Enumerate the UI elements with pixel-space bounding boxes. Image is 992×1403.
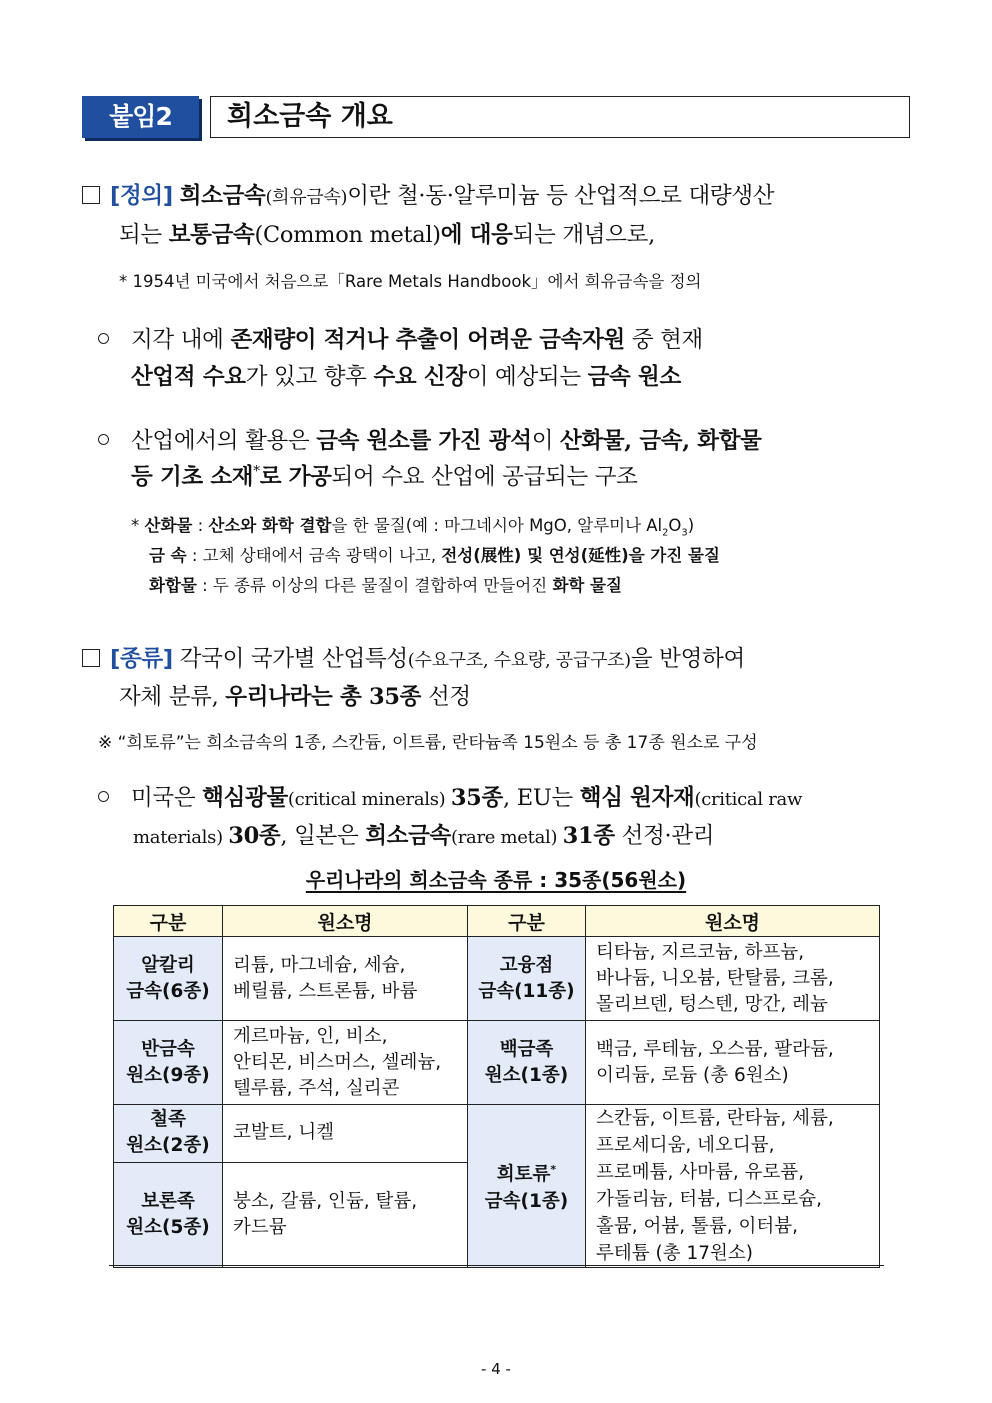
text-run: 되어 수요 산업에 공급되는 구조 <box>331 464 638 490</box>
gloss-compound <box>149 572 622 596</box>
checkbox-square-icon <box>82 649 100 667</box>
text-run: 이란 철·동·알루미늄 등 산업적으로 대량생산 <box>347 183 775 209</box>
header-elements-right: 원소명 <box>586 906 880 937</box>
category-metalloid: 반금속 원소(9종) <box>114 1021 223 1105</box>
text-run: 이 예상되는 <box>466 364 588 390</box>
definition-line-2 <box>119 217 655 249</box>
bullet-circle-icon <box>98 434 109 445</box>
elements-platinum: 백금, 루테늄, 오스뮴, 팔라듐, 이리듐, 로듐 (총 6원소) <box>586 1021 880 1105</box>
text-run: 금속 원소 <box>587 364 681 390</box>
bullet-1-text-1 <box>131 327 703 353</box>
text-run: 우리나라는 총 35종 <box>225 684 422 710</box>
elements-boron: 붕소, 갈륨, 인듐, 탈륨, 카드뮴 <box>223 1162 468 1267</box>
text-run: 핵심 원자재 <box>579 785 695 811</box>
text-run: 선정·관리 <box>614 823 715 849</box>
text-run: , EU는 <box>502 785 580 811</box>
bullet-1-line-2 <box>131 359 681 391</box>
text-run: 존재량이 적거나 추출이 어려운 금속자원 <box>230 327 625 353</box>
definition-text-1 <box>173 183 774 209</box>
text-run: : 두 종류 이상의 다른 물질이 결합하여 만들어진 <box>196 576 553 595</box>
table-caption-text: 우리나라의 희소금속 종류 : 35종(56원소) <box>305 868 687 892</box>
text-run: 핵심광물 <box>202 785 288 811</box>
page-title: 희소금속 개요 <box>227 101 393 132</box>
bullet-1-line-1 <box>98 322 703 354</box>
text-run: 등 기초 소재 <box>131 464 254 490</box>
text-run: 로 가공 <box>259 464 332 490</box>
text-run: 보통금속 <box>168 222 255 248</box>
text-run: 산화물, 금속, 화합물 <box>560 428 762 454</box>
text-run: * <box>253 463 260 480</box>
text-run: 미국은 <box>131 785 203 811</box>
category-platinum: 백금족 원소(1종) <box>468 1021 586 1105</box>
elements-refractory: 티타늄, 지르코늄, 하프늄, 바나듐, 니오븀, 탄탈륨, 크롬, 몰리브덴, 텅스텐, 망간, 레늄 <box>586 937 880 1021</box>
title-box <box>210 96 910 138</box>
text-run: 금속 원소를 가진 광석 <box>316 428 532 454</box>
text-run: O <box>668 516 682 535</box>
text-run: 31종 <box>562 823 615 849</box>
table-caption <box>0 864 992 893</box>
rare-metal-table <box>113 905 880 1268</box>
page-number: - 4 - <box>481 1360 511 1378</box>
text-run: 3 <box>681 527 688 539</box>
elements-rare-earth: 스칸듐, 이트륨, 란타늄, 세륨, 프로세디움, 네오디뮴, 프로메튬, 사마륨, 유로퓸, 가돌리늄, 터븀, 디스프로슘, 홀뮴, 어븀, 톨륨, 이터븀, 루테튬 (총 17원소) <box>586 1105 880 1268</box>
text-run: , 일본은 <box>280 823 366 849</box>
text-run: 에 대응 <box>440 222 513 248</box>
text-run: 을 한 물질(예 : 마그네시아 MgO, 알루미나 Al <box>331 516 663 535</box>
definition-footnote: * 1954년 미국에서 처음으로「Rare Metals Handbook」에서 희유금속을 정의 <box>119 272 702 291</box>
elements-iron: 코발트, 니켈 <box>223 1105 468 1163</box>
text-run: 선정 <box>421 684 471 710</box>
bullet-2-line-2 <box>131 459 638 491</box>
text-run: 30종 <box>228 823 281 849</box>
text-run: 희소금속 <box>179 183 266 209</box>
text-run: ) <box>687 516 695 535</box>
text-run: 2 <box>662 527 669 539</box>
attachment-tag: 붙임2 <box>82 96 199 138</box>
table-row <box>114 1105 880 1163</box>
text-run: (rare metal) <box>451 827 563 848</box>
text-run: * <box>131 516 145 535</box>
text-run: 을 반영하여 <box>630 646 745 672</box>
text-run: 지각 내에 <box>131 327 231 353</box>
table-header-row <box>114 906 880 937</box>
bullet-2-text-1 <box>131 428 762 454</box>
text-run: 산화물 <box>144 516 193 535</box>
text-run: materials) <box>133 827 229 848</box>
gloss-metal <box>149 542 720 566</box>
checkbox-square-icon <box>82 186 100 204</box>
gloss-oxide <box>131 512 694 538</box>
category-rare-earth <box>468 1105 586 1268</box>
bullet-2-line-1 <box>98 423 762 455</box>
text-run: 전성(展性) 및 연성(延性)을 가진 물질 <box>441 546 720 565</box>
text-run: 이 <box>531 428 560 454</box>
rare-earth-note: ※ “희토류”는 희소금속의 1종, 스칸듐, 이트륨, 란타늄족 15원소 등 총 17종 원소로 구성 <box>98 733 758 753</box>
text-run: 수요 신장 <box>373 364 467 390</box>
types-text-1 <box>173 646 745 672</box>
table-row <box>114 1021 880 1105</box>
text-run: 자체 분류, <box>119 684 226 710</box>
types-bullet-line-1 <box>98 780 802 812</box>
text-run <box>173 183 180 209</box>
text-run: 희소금속 <box>365 823 451 849</box>
definition-label: [정의] <box>110 183 173 209</box>
bullet-circle-icon <box>98 333 109 344</box>
text-run: (Common metal) <box>254 222 441 248</box>
text-run: 금 속 <box>149 546 187 565</box>
types-label: [종류] <box>110 646 173 672</box>
types-line-2 <box>119 679 471 711</box>
types-line-1 <box>82 641 745 673</box>
table-bottom-rule <box>109 1265 884 1266</box>
types-bullet-text-1 <box>131 785 802 811</box>
text-run: (critical minerals) <box>287 789 451 810</box>
text-run: 가 있고 향후 <box>245 364 374 390</box>
text-run: 각국이 국가별 산업특성 <box>172 646 408 672</box>
elements-metalloid: 게르마늄, 인, 비소, 안티몬, 비스머스, 셀레늄, 텔루륨, 주석, 실리콘 <box>223 1021 468 1105</box>
elements-alkali: 리튬, 마그네슘, 세슘, 베릴륨, 스트론튬, 바륨 <box>223 937 468 1021</box>
text-run: 되는 <box>119 222 169 248</box>
category-refractory: 고융점 금속(11종) <box>468 937 586 1021</box>
text-run: 35종 <box>450 785 503 811</box>
text-run: (수요구조, 수요량, 공급구조) <box>407 650 631 671</box>
text-run: (critical raw <box>694 789 803 810</box>
types-bullet-line-2 <box>133 818 714 850</box>
text-run: 화학 물질 <box>552 576 622 595</box>
text-run: 화합물 <box>149 576 197 595</box>
text-run: 산소와 화학 결합 <box>208 516 332 535</box>
rare-earth-cat-a: 희토류 <box>496 1164 551 1186</box>
category-alkali: 알칼리 금속(6종) <box>114 937 223 1021</box>
table-row <box>114 937 880 1021</box>
text-run: 산업에서의 활용은 <box>131 428 317 454</box>
text-run: 산업적 수요 <box>131 364 246 390</box>
header-category-right: 구분 <box>468 906 586 937</box>
definition-line-1 <box>82 178 774 210</box>
header-category-left: 구분 <box>114 906 223 937</box>
text-run: 되는 개념으로, <box>512 222 655 248</box>
rare-earth-sup: * <box>550 1163 557 1177</box>
category-iron: 철족 원소(2종) <box>114 1105 223 1163</box>
text-run: (희유금속) <box>265 187 348 208</box>
text-run: : 고체 상태에서 금속 광택이 나고, <box>186 546 442 565</box>
header-elements-left: 원소명 <box>223 906 468 937</box>
text-run: : <box>192 516 209 535</box>
bullet-circle-icon <box>98 791 109 802</box>
text-run: 중 현재 <box>624 327 703 353</box>
category-boron: 보론족 원소(5종) <box>114 1162 223 1267</box>
rare-earth-cat-b: 금속(1종) <box>484 1190 569 1212</box>
